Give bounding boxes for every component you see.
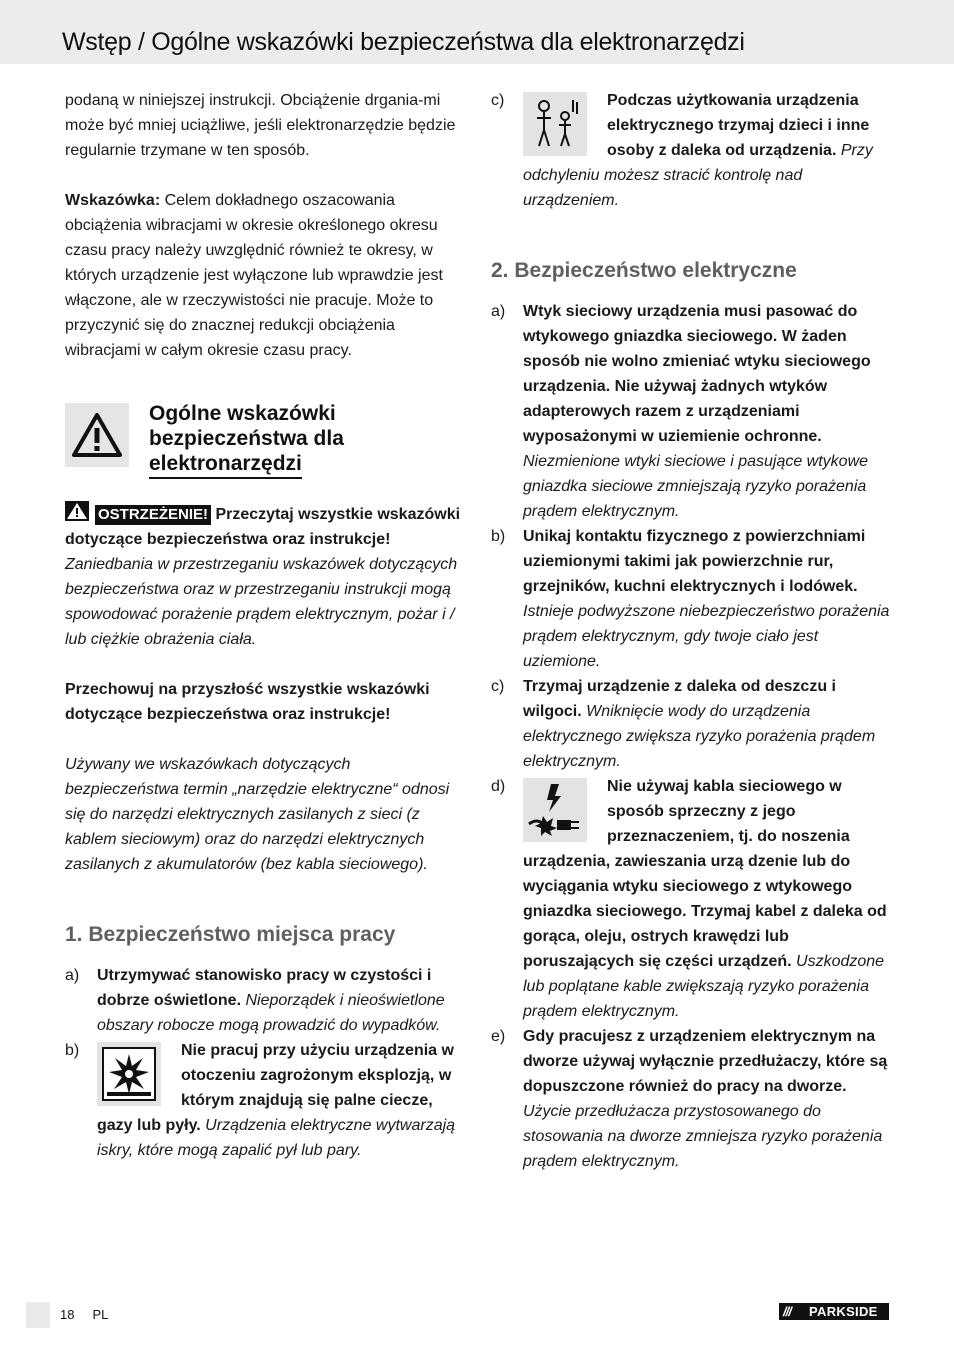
warning-title-line-2: bezpieczeństwa dla <box>149 427 344 450</box>
item-bold: Trzymaj urządzenie z daleka od deszczu i wilgoci. <box>523 678 836 720</box>
note-text: Celem dokładnego oszacowania obciążenia wibracjami w okresie określonego okresu czasu pracy należy uwzględnić również te okresy, w których urządzenie jest wyłączone lub wprawdzie jest włączone, ale w rzeczywistości nie pracuje. Może to przyczynić się do znacznej redukcji obciążenia wibracjami w całym okresie czasu pracy. <box>65 192 443 359</box>
section-heading-electrical: 2. Bezpieczeństwo elektryczne <box>491 259 797 282</box>
item-italic: Urządzenia elektryczne wytwarzają iskry, które mogą zapalić pył lub pary. <box>97 1117 456 1159</box>
item-italic: Nieporządek i nieoświetlone obszary robocze mogą prowadzić do wypadków. <box>97 992 445 1034</box>
page-title: Wstęp / Ogólne wskazówki bezpieczeństwa dla elektronarzędzi <box>62 28 745 56</box>
keep-children-away-icon <box>523 92 587 156</box>
note-label: Wskazówka: <box>65 192 161 209</box>
logo-text: PARKSIDE <box>809 1304 878 1319</box>
item-label: b) <box>491 528 506 545</box>
item-bold: Unikaj kontaktu fizycznego z powierzchniami uziemionymi takimi jak powierzchnie rur, grzejników, kuchni elektrycznych i lodówek. <box>523 528 866 595</box>
item-bold: Nie używaj kabla sieciowego w sposób sprzeczny z jego przeznaczeniem, tj. do noszenia urządzenia, zawieszania urzą dzenie lub do wyciągania wtyku sieciowego z wtykowego gniazdka sieciowego. Trzymaj kabel z daleka od gorąca, oleju, ostrych krawędzi lub poruszających się części urządzeń. <box>523 778 887 970</box>
item-italic: Istnieje podwyższone niebezpieczeństwo porażenia prądem elektrycznym, gdy twoje ciało jest uziemione. <box>523 603 890 670</box>
note-paragraph <box>65 188 465 363</box>
item-italic: Przy odchyleniu możesz stracić kontrolę nad urządzeniem. <box>523 142 873 209</box>
logo-slashes: /// <box>783 1304 791 1319</box>
item-italic: Uszkodzone lub poplątane kable zwiększają ryzyko porażenia prądem elektrycznym. <box>523 953 885 1020</box>
warning-triangle-icon <box>65 403 129 467</box>
list-item <box>491 88 891 213</box>
item-label: a) <box>65 967 80 984</box>
footer-page-info <box>60 1307 126 1322</box>
warning-bold: Przeczytaj wszystkie wskazówki dotyczące bezpieczeństwa oraz instrukcje! <box>65 506 461 548</box>
list-item <box>491 774 891 1024</box>
warning-paragraph <box>65 501 465 652</box>
footer-marker <box>26 1302 50 1328</box>
section-heading-workplace: 1. Bezpieczeństwo miejsca pracy <box>65 923 396 946</box>
item-label: a) <box>491 303 506 320</box>
item-label: c) <box>491 678 505 695</box>
list-item <box>491 299 891 524</box>
parkside-logo <box>779 1303 889 1320</box>
list-item <box>491 524 891 674</box>
item-label: b) <box>65 1042 80 1059</box>
item-italic: Wniknięcie wody do urządzenia elektrycznego zwiększa ryzyko porażenia prądem elektrycznym. <box>523 703 876 770</box>
item-label: c) <box>491 92 505 109</box>
item-bold: Wtyk sieciowy urządzenia musi pasować do wtykowego gniazdka sieciowego. W żaden sposób nie wolno zmieniać wtyku sieciowego urządzenia. Nie używaj żadnych wtyków adapterowych razem z urządzeniami wyposażonymi w uziemienie ochronne. <box>523 303 871 445</box>
left-column <box>65 88 465 1163</box>
intro-paragraph: podaną w niniejszej instrukcji. Obciążenie drgania-mi może być mniej uciążliwe, jeśli elektronarzędzie będzie regularnie trzymane w ten sposób. <box>65 92 456 159</box>
warning-section-title <box>149 401 344 479</box>
item-bold: Gdy pracujesz z urządzeniem elektrycznym na dworze używaj wyłącznie przedłużaczy, które są dopuszczone również do pracy na dworze. <box>523 1028 888 1095</box>
item-italic: Użycie przedłużacza przystosowanego do stosowania na dworze zmniejsza ryzyko porażenia prądem elektrycznym. <box>523 1103 883 1170</box>
list-item <box>491 674 891 774</box>
keep-instructions <box>65 677 465 727</box>
warning-title-line-3: elektronarzędzi <box>149 451 302 479</box>
item-label: d) <box>491 778 506 795</box>
item-bold: Nie pracuj przy użyciu urządzenia w otoczeniu zagrożonym eksplozją, w którym znajdują się palne ciecze, gazy lub pyły. <box>97 1042 454 1134</box>
item-italic: Niezmienione wtyki sieciowe i pasujące wtykowe gniazdka sieciowe zmniejszają ryzyko porażenia prądem elektrycznym. <box>523 453 869 520</box>
page-header <box>0 0 954 64</box>
list-item <box>65 963 465 1038</box>
list-item <box>65 1038 465 1163</box>
warning-italic: Zaniedbania w przestrzeganiu wskazówek dotyczących bezpieczeństwa oraz w przestrzeganiu instrukcji mogą spowodować porażenie prądem elektrycznym, pożar i / lub ciężkie obrażenia ciała. <box>65 556 458 648</box>
list-item <box>491 1024 891 1174</box>
electric-shock-cable-icon <box>523 778 587 842</box>
warning-title-line-1: Ogólne wskazówki <box>149 402 336 425</box>
warning-triangle-icon <box>65 501 89 521</box>
warning-badge: OSTRZEŻENIE! <box>95 505 211 525</box>
term-text: Używany we wskazówkach dotyczących bezpieczeństwa termin „narzędzie elektryczne“ odnosi się do narzędzi elektrycznych zasilanych z sieci (z kablem sieciowym) oraz do narzędzi elektrycznych zasilanych z akumulatorów (bez kabla sieciowego). <box>65 756 450 873</box>
right-column <box>491 88 891 1174</box>
item-bold: Utrzymywać stanowisko pracy w czystości i dobrze oświetlone. <box>97 967 432 1009</box>
item-bold: Podczas użytkowania urządzenia elektrycznego trzymaj dzieci i inne osoby z daleka od urządzenia. <box>607 92 870 159</box>
term-paragraph <box>65 752 465 877</box>
explosion-hazard-icon <box>97 1042 161 1106</box>
page-number: 18 <box>60 1307 75 1322</box>
general-warning-heading <box>65 401 465 501</box>
keep-instructions-text: Przechowuj na przyszłość wszystkie wskazówki dotyczące bezpieczeństwa oraz instrukcje! <box>65 681 430 723</box>
language-code: PL <box>92 1307 109 1322</box>
item-label: e) <box>491 1028 506 1045</box>
